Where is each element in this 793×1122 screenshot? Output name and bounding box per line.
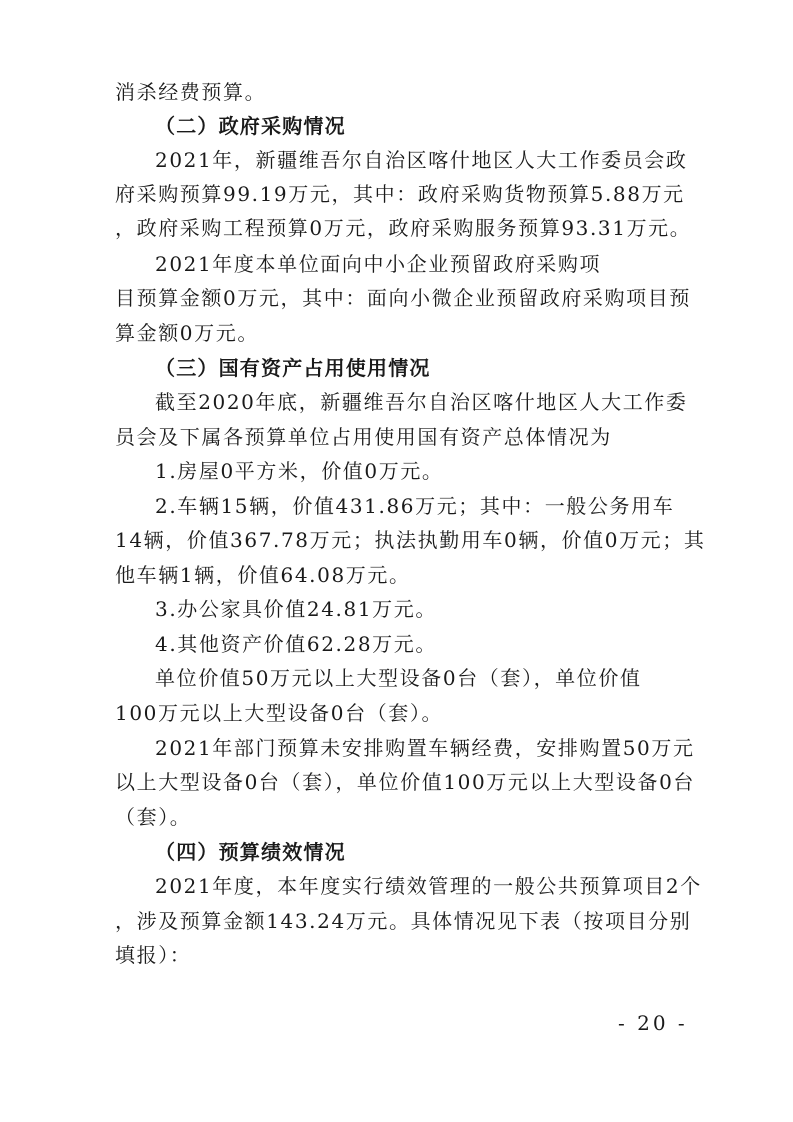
text-line: 2021年度，本年度实行绩效管理的一般公共预算项目2个 [155, 874, 702, 898]
text-line: 填报）： [115, 943, 192, 967]
text-line: 14辆，价值367.78万元；执法执勤用车0辆，价值0万元；其 [115, 528, 706, 552]
page-number: - 20 - [618, 1011, 688, 1035]
text-line: （套）。 [115, 805, 192, 829]
section-heading-budget-performance: （四）预算绩效情况 [155, 840, 346, 864]
text-line: 他车辆1辆，价值64.08万元。 [115, 563, 411, 587]
text-line: 截至2020年底，新疆维吾尔自治区喀什地区人大工作委 [155, 390, 688, 414]
text-line: ，政府采购工程预算0万元，政府采购服务预算93.31万元。 [115, 216, 692, 240]
text-line: 单位价值50万元以上大型设备0台（套），单位价值 [155, 666, 642, 690]
text-line: 消杀经费预算。 [115, 80, 267, 104]
text-line: 府采购预算99.19万元，其中：政府采购货物预算5.88万元 [115, 182, 685, 206]
text-line: 员会及下属各预算单位占用使用国有资产总体情况为 [115, 425, 612, 449]
text-line: 以上大型设备0台（套），单位价值100万元以上大型设备0台 [115, 770, 696, 794]
section-heading-state-assets: （三）国有资产占用使用情况 [155, 356, 431, 380]
text-line: 3.办公家具价值24.81万元。 [155, 597, 437, 621]
text-line: 算金额0万元。 [115, 321, 259, 345]
text-line: ，涉及预算金额143.24万元。具体情况见下表（按项目分别 [115, 909, 692, 933]
text-line: 100万元以上大型设备0台（套）。 [115, 701, 444, 725]
text-line: 目预算金额0万元，其中：面向小微企业预留政府采购项目预 [115, 286, 691, 310]
text-line: 2021年部门预算未安排购置车辆经费，安排购置50万元 [155, 736, 695, 760]
text-line: 2.车辆15辆，价值431.86万元；其中：一般公务用车 [155, 494, 675, 518]
section-heading-government-procurement: （二）政府采购情况 [155, 114, 346, 138]
text-line: 1.房屋0平方米，价值0万元。 [155, 459, 444, 483]
text-line: 4.其他资产价值62.28万元。 [155, 632, 437, 656]
text-line: 2021年，新疆维吾尔自治区喀什地区人大工作委员会政 [155, 148, 688, 172]
text-line: 2021年度本单位面向中小企业预留政府采购项 [155, 252, 602, 276]
